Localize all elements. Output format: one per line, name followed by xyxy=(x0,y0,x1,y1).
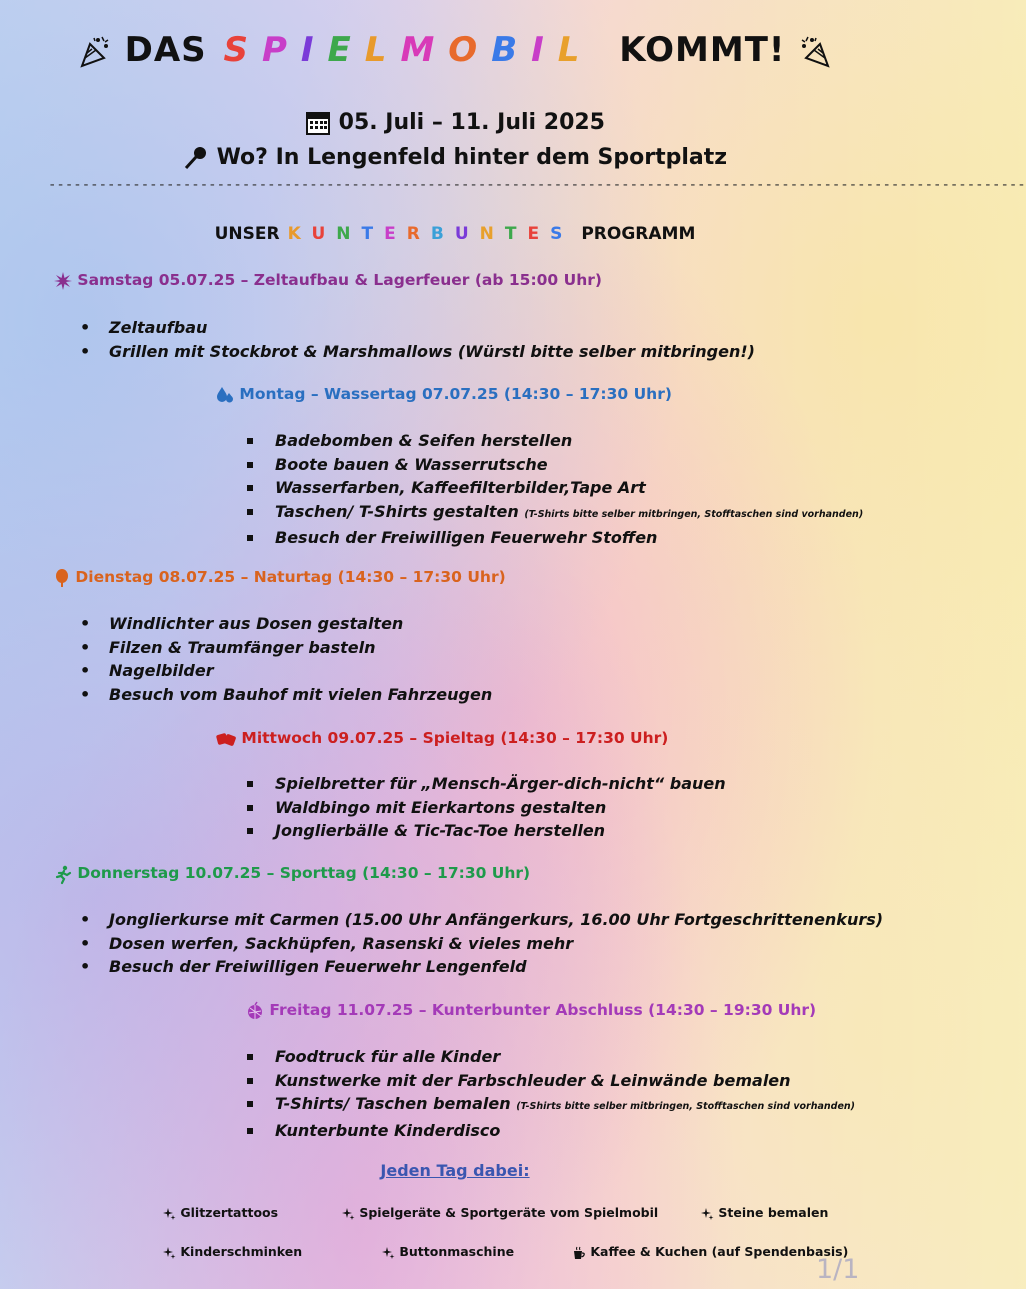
item-text: Taschen/ T-Shirts gestalten xyxy=(275,501,519,521)
list-item xyxy=(246,1069,855,1093)
title-letter: P xyxy=(261,30,301,70)
list-item xyxy=(80,908,883,932)
day-label: Donnerstag 10.07.25 – Sporttag (14:30 – 17:30 Uhr) xyxy=(77,864,531,882)
title-letter: E xyxy=(327,30,365,70)
list-item xyxy=(246,796,726,820)
list-item xyxy=(246,772,726,796)
program-letter: U xyxy=(311,224,337,244)
day-heading-freitag xyxy=(246,1001,816,1020)
every-day-item xyxy=(162,1205,278,1221)
day-heading-mittwoch xyxy=(216,729,668,748)
program-letter: T xyxy=(361,224,385,244)
party-popper-icon xyxy=(798,30,834,70)
title-end: KOMMT! xyxy=(619,30,786,70)
list-item xyxy=(246,429,863,453)
list-item xyxy=(80,683,492,707)
program-letters xyxy=(288,224,574,244)
pushpin-icon xyxy=(183,145,209,170)
item-text: Wasserfarben, Kaffeefilterbilder,Tape Art xyxy=(275,478,646,497)
day-activities-samstag xyxy=(80,316,755,363)
every-day-item xyxy=(162,1244,302,1260)
every-day-label: Spielgeräte & Sportgeräte vom Spielmobil xyxy=(359,1205,659,1220)
location-text: Wo? In Lengenfeld hinter dem Sportplatz xyxy=(216,145,728,170)
list-item xyxy=(80,636,492,660)
every-day-item xyxy=(572,1244,848,1260)
list-item xyxy=(80,955,883,979)
title-letter: O xyxy=(448,30,492,70)
program-letter: S xyxy=(550,224,574,244)
title-letter: S xyxy=(223,30,262,70)
list-item xyxy=(246,476,863,500)
page-counter: 1/1 xyxy=(816,1254,860,1285)
program-letter: N xyxy=(336,224,362,244)
title-letter: I xyxy=(531,30,558,70)
title-letter: L xyxy=(364,30,401,70)
every-day-item xyxy=(381,1244,514,1260)
item-note: (T-Shirts bitte selber mitbringen, Stofftaschen sind vorhanden) xyxy=(524,508,864,520)
list-item xyxy=(246,500,863,527)
party-popper-icon xyxy=(76,30,112,70)
runner-icon xyxy=(54,864,72,882)
program-letter: N xyxy=(479,224,505,244)
program-after: PROGRAMM xyxy=(581,224,696,244)
page-title xyxy=(0,30,910,70)
list-item xyxy=(80,340,755,364)
program-letter: E xyxy=(527,224,551,244)
item-text: Kunterbunte Kinderdisco xyxy=(275,1120,501,1140)
sparkles-icon xyxy=(381,1244,395,1259)
item-text: Besuch vom Bauhof mit vielen Fahrzeugen xyxy=(109,684,493,704)
day-activities-donnerstag xyxy=(80,908,883,979)
list-item xyxy=(80,316,755,340)
day-activities-freitag xyxy=(246,1045,855,1142)
dice-icon xyxy=(216,729,236,747)
coffee-cup-icon xyxy=(572,1244,586,1259)
day-label: Mittwoch 09.07.25 – Spieltag (14:30 – 17:30 Uhr) xyxy=(241,729,669,747)
list-item xyxy=(246,819,726,843)
title-letter: M xyxy=(400,30,449,70)
item-text: Dosen werfen, Sackhüpfen, Rasenski & vieles mehr xyxy=(109,933,574,953)
item-text: Nagelbilder xyxy=(109,661,214,680)
tree-icon xyxy=(54,568,70,586)
day-activities-mittwoch xyxy=(246,772,726,843)
list-item xyxy=(246,1092,855,1119)
program-letter: R xyxy=(406,224,431,244)
item-text: Jonglierbälle & Tic-Tac-Toe herstellen xyxy=(275,821,606,840)
every-day-item xyxy=(700,1205,828,1221)
every-day-label: Kaffee & Kuchen (auf Spendenbasis) xyxy=(590,1244,849,1259)
sparkles-icon xyxy=(341,1205,355,1220)
program-letter: B xyxy=(430,224,455,244)
day-label: Samstag 05.07.25 – Zeltaufbau & Lagerfeuer (ab 15:00 Uhr) xyxy=(77,271,602,289)
every-day-heading: Jeden Tag dabei: xyxy=(380,1161,530,1180)
item-text: Badebomben & Seifen herstellen xyxy=(275,431,573,450)
item-text: Waldbingo mit Eierkartons gestalten xyxy=(275,797,607,817)
item-text: Foodtruck für alle Kinder xyxy=(275,1047,501,1066)
item-text: Windlichter aus Dosen gestalten xyxy=(109,614,404,633)
day-heading-montag xyxy=(216,385,672,404)
program-before: UNSER xyxy=(214,224,280,244)
program-letter: T xyxy=(504,224,528,244)
item-text: T-Shirts/ Taschen bemalen xyxy=(275,1094,511,1113)
title-start: DAS xyxy=(124,30,207,70)
item-text: Jonglierkurse mit Carmen (15.00 Uhr Anfängerkurs, 16.00 Uhr Fortgeschrittenenkurs) xyxy=(109,910,884,929)
program-letter: U xyxy=(454,224,480,244)
day-label: Freitag 11.07.25 – Kunterbunter Abschluss (14:30 – 19:30 Uhr) xyxy=(269,1001,817,1019)
every-day-label: Kinderschminken xyxy=(180,1244,303,1259)
water-drops-icon xyxy=(216,385,234,403)
calendar-icon xyxy=(305,110,331,135)
title-letter: I xyxy=(300,30,328,70)
title-letter: L xyxy=(557,30,594,70)
item-text: Kunstwerke mit der Farbschleuder & Leinwände bemalen xyxy=(275,1070,791,1090)
list-item xyxy=(246,526,863,550)
event-location xyxy=(0,145,910,171)
sparkle-burst-icon xyxy=(54,271,72,289)
list-item xyxy=(246,1045,855,1069)
every-day-label: Buttonmaschine xyxy=(399,1244,515,1259)
dates-text: 05. Juli – 11. Juli 2025 xyxy=(338,110,605,135)
day-activities-montag xyxy=(246,429,863,550)
every-day-item xyxy=(341,1205,658,1221)
every-day-label: Glitzertattoos xyxy=(180,1205,279,1220)
program-letter: E xyxy=(384,224,407,244)
dashed-divider: -------------------------------------------------------------------------------------------------------------------- xyxy=(48,177,1026,193)
event-dates xyxy=(0,110,910,136)
item-text: Filzen & Traumfänger basteln xyxy=(109,637,376,657)
item-text: Boote bauen & Wasserrutsche xyxy=(275,454,548,474)
list-item xyxy=(246,453,863,477)
list-item xyxy=(80,932,883,956)
list-item xyxy=(246,1119,855,1143)
day-heading-samstag xyxy=(54,271,602,290)
item-text: Besuch der Freiwilligen Feuerwehr Lengenfeld xyxy=(109,957,527,976)
day-heading-donnerstag xyxy=(54,864,530,883)
item-text: Besuch der Freiwilligen Feuerwehr Stoffen xyxy=(275,528,658,547)
every-day-label: Steine bemalen xyxy=(718,1205,829,1220)
day-heading-dienstag xyxy=(54,568,506,587)
day-activities-dienstag xyxy=(80,612,492,706)
item-text: Grillen mit Stockbrot & Marshmallows (Würstl bitte selber mitbringen!) xyxy=(109,341,755,361)
item-text: Spielbretter für „Mensch-Ärger-dich-nicht“ bauen xyxy=(275,774,726,793)
sparkles-icon xyxy=(700,1205,714,1220)
program-heading xyxy=(0,224,910,244)
item-note: (T-Shirts bitte selber mitbringen, Stofftaschen sind vorhanden) xyxy=(516,1101,856,1112)
day-label: Montag – Wassertag 07.07.25 (14:30 – 17:30 Uhr) xyxy=(239,385,672,403)
item-text: Zeltaufbau xyxy=(109,318,208,337)
title-letters xyxy=(223,30,619,70)
party-ball-icon xyxy=(246,1001,264,1019)
title-letter: B xyxy=(491,30,532,70)
list-item xyxy=(80,659,492,683)
sparkles-icon xyxy=(162,1205,176,1220)
sparkles-icon xyxy=(162,1244,176,1259)
day-label: Dienstag 08.07.25 – Naturtag (14:30 – 17:30 Uhr) xyxy=(75,568,506,586)
list-item xyxy=(80,612,492,636)
program-letter: K xyxy=(287,224,312,244)
